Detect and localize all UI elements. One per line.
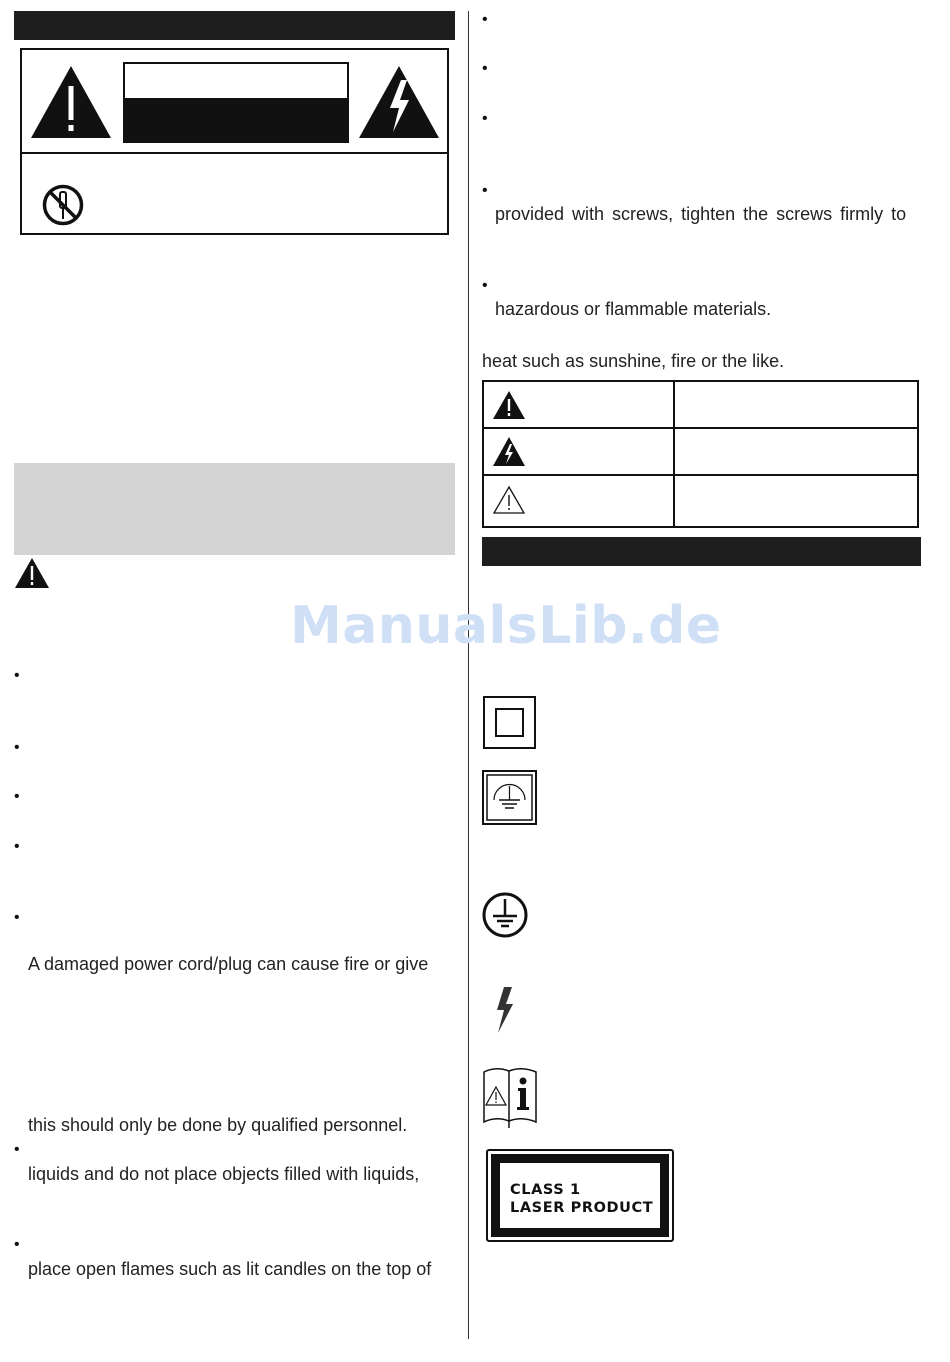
section-header-bar — [14, 11, 455, 40]
caution-label-black — [125, 98, 347, 141]
bullet: • — [14, 1141, 20, 1158]
body-text-screws: provided with screws, tighten the screws firmly to — [495, 204, 907, 224]
body-text-heat: heat such as sunshine, fire or the like. — [482, 351, 785, 371]
bullet: • — [14, 667, 20, 684]
no-screwdriver-icon — [41, 183, 85, 227]
exclamation-warning-icon — [29, 64, 113, 140]
bullet: • — [14, 838, 20, 855]
body-text-qualified: this should only be done by qualified personnel. — [28, 1115, 408, 1135]
gray-note-box — [14, 463, 455, 555]
lightning-bolt-icon — [494, 986, 516, 1034]
column-divider — [468, 11, 469, 1339]
lightning-warning-icon — [492, 436, 526, 467]
bullet: • — [482, 110, 488, 127]
watermark-text: ManualsLib.de — [290, 596, 722, 656]
bullet: • — [482, 277, 488, 294]
outline-warning-icon — [492, 485, 526, 515]
laser-product-label — [486, 1149, 674, 1242]
laser-product-text: LASER PRODUCT — [510, 1200, 654, 1216]
protective-earth-icon — [481, 891, 529, 939]
body-text-damaged-cord: A damaged power cord/plug can cause fire or give — [28, 954, 429, 974]
bullet: • — [14, 909, 20, 926]
exclamation-warning-icon — [14, 557, 50, 589]
caution-box-divider — [22, 152, 447, 154]
bullet: • — [482, 60, 488, 77]
laser-class-text: CLASS 1 — [510, 1182, 581, 1198]
table-row — [484, 429, 917, 476]
lightning-warning-icon — [357, 64, 441, 140]
manual-info-icon — [481, 1063, 539, 1129]
warning-symbols-table — [482, 380, 919, 528]
section-header-bar — [482, 537, 921, 566]
exclamation-warning-icon — [492, 390, 526, 420]
bullet: • — [482, 11, 488, 28]
bullet: • — [14, 739, 20, 756]
laser-label-border — [491, 1154, 669, 1237]
body-text-flames: place open flames such as lit candles on the top of — [28, 1259, 432, 1279]
body-text-liquids: liquids and do not place objects filled with liquids, — [28, 1164, 420, 1184]
body-text-hazardous: hazardous or flammable materials. — [495, 299, 772, 319]
caution-label-box — [123, 62, 349, 143]
double-square-icon — [483, 696, 536, 749]
table-column-divider — [673, 382, 675, 526]
functional-earth-icon — [482, 770, 537, 825]
bullet: • — [14, 788, 20, 805]
bullet: • — [14, 1236, 20, 1253]
table-row — [484, 382, 917, 429]
bullet: • — [482, 182, 488, 199]
